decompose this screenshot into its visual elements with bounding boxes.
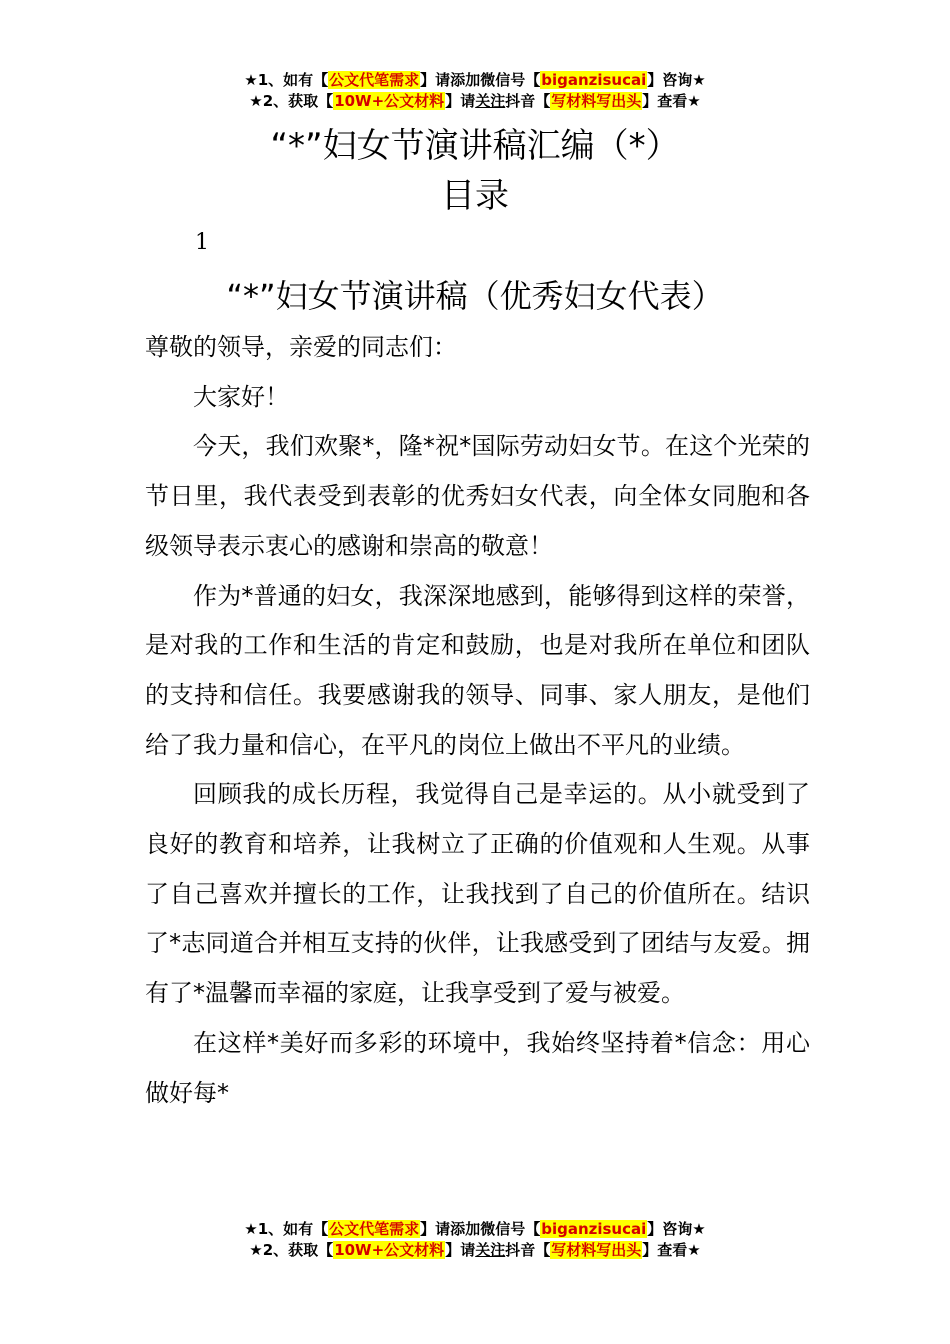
banner-text: 】请 bbox=[445, 1241, 476, 1259]
paragraph: 回顾我的成长历程，我觉得自己是幸运的。从小就受到了良好的教育和培养，让我树立了正确的价值观和人生观。从事了自己喜欢并擅长的工作，让我找到了自己的价值所在。结识了*志同道合并相互支持的伙伴，让我感受到了团结与友爱。拥有了*温馨而幸福的家庭，让我享受到了爱与被爱。 bbox=[145, 780, 810, 1008]
toc-number: 1 bbox=[195, 230, 209, 255]
paragraph: 作为*普通的妇女，我深深地感到，能够得到这样的荣誉，是对我的工作和生活的肯定和鼓励，也是对我所在单位和团队的支持和信任。我要感谢我的领导、同事、家人朋友，是他们给了我力量和信心，在平凡的岗位上做出不平凡的业绩。 bbox=[145, 581, 810, 759]
banner-text: 】请 bbox=[445, 92, 476, 110]
salutation: 尊敬的领导，亲爱的同志们： bbox=[145, 333, 457, 361]
banner-highlight-materials: 10W+公文材料 bbox=[334, 1241, 445, 1259]
paragraph: 大家好！ bbox=[193, 382, 289, 411]
paragraph: 今天，我们欢聚*，隆*祝*国际劳动妇女节。在这个光荣的节日里，我代表受到表彰的优秀妇女代表，向全体女同胞和各级领导表示衷心的感谢和崇高的敬意！ bbox=[145, 432, 810, 560]
section-title: “*”妇女节演讲稿（优秀妇女代表） bbox=[226, 277, 724, 315]
banner-text: 】咨询★ bbox=[647, 71, 706, 89]
banner-text: ★1、如有【 bbox=[244, 71, 329, 89]
banner-highlight-wechat: biganzisucai bbox=[541, 71, 647, 89]
banner-text: 微信号【 bbox=[480, 71, 541, 89]
banner-text: 加 bbox=[465, 1220, 481, 1238]
banner-highlight-wechat: biganzisucai bbox=[541, 1220, 647, 1238]
bottom-banner bbox=[0, 1219, 950, 1261]
banner-highlight-service: 公文代笔需求 bbox=[329, 71, 420, 89]
banner-text: ★2、获取【 bbox=[249, 92, 334, 110]
banner-line-1 bbox=[0, 1219, 950, 1240]
banner-text-underlined: 关注 bbox=[475, 92, 506, 110]
banner-highlight-douyin: 写材料写出头 bbox=[551, 92, 642, 110]
banner-text: 】请添 bbox=[420, 1220, 466, 1238]
document-title: “*”妇女节演讲稿汇编（*） bbox=[270, 126, 680, 166]
banner-text: 】请添 bbox=[420, 71, 466, 89]
banner-line-1 bbox=[0, 70, 950, 91]
toc-heading: 目录 bbox=[441, 176, 509, 216]
banner-highlight-service: 公文代笔需求 bbox=[329, 1220, 420, 1238]
banner-text: 加 bbox=[465, 71, 481, 89]
banner-text: 】查看★ bbox=[642, 1241, 701, 1259]
banner-text: 抖音【 bbox=[505, 92, 551, 110]
banner-text-underlined: 关注 bbox=[475, 1241, 506, 1259]
paragraph: 在这样*美好而多彩的环境中，我始终坚持着*信念：用心做好每* bbox=[145, 1028, 810, 1107]
banner-text: 微信号【 bbox=[480, 1220, 541, 1238]
banner-text: 】查看★ bbox=[642, 92, 701, 110]
top-banner bbox=[0, 70, 950, 112]
banner-text: 】咨询★ bbox=[647, 1220, 706, 1238]
banner-line-2 bbox=[0, 1240, 950, 1261]
speech-body bbox=[145, 323, 810, 1118]
banner-text: ★1、如有【 bbox=[244, 1220, 329, 1238]
banner-line-2 bbox=[0, 91, 950, 112]
banner-highlight-materials: 10W+公文材料 bbox=[334, 92, 445, 110]
banner-text: 抖音【 bbox=[505, 1241, 551, 1259]
banner-highlight-douyin: 写材料写出头 bbox=[551, 1241, 642, 1259]
banner-text: ★2、获取【 bbox=[249, 1241, 334, 1259]
